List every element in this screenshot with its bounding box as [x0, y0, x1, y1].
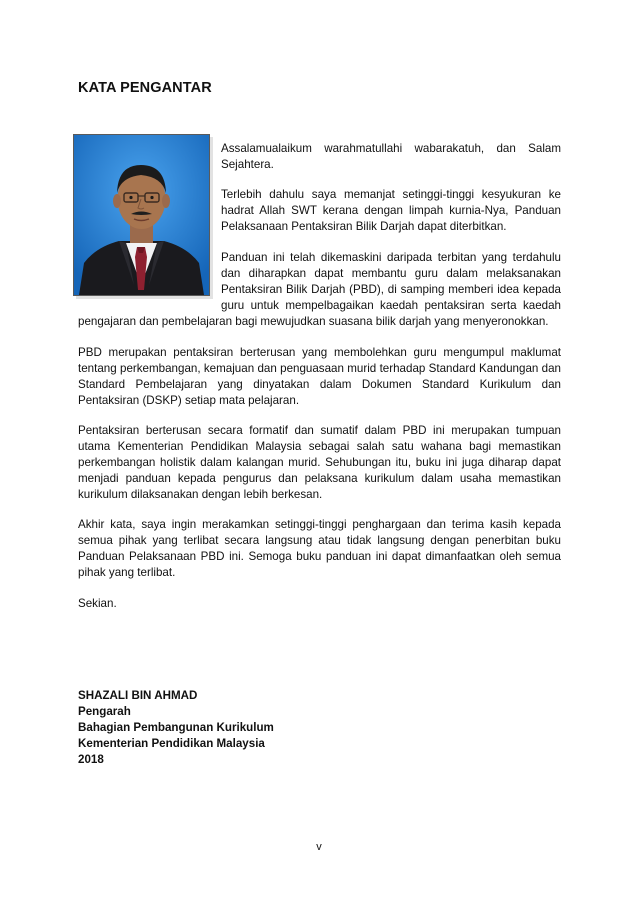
signatory-name: SHAZALI BIN AHMAD [78, 689, 198, 702]
signature-year: 2018 [78, 753, 104, 766]
purpose-line-1: Panduan ini telah dikemaskini daripada terbitan yang terdahulu [221, 251, 561, 264]
signatory-ministry: Kementerian Pendidikan Malaysia [78, 737, 265, 750]
page-number: v [316, 841, 322, 853]
purpose-line-3: Pentaksiran Bilik Darjah (PBD), di samping memberi idea kepada [221, 283, 561, 296]
gratitude-paragraph: Terlebih dahulu saya memanjat setinggi-tinggi kesyukuran ke hadrat Allah SWT kerana dengan limpah kurnia-Nya, Panduan Pelaksanaan Pentaksiran Bilik Darjah dapat diterbitkan. [221, 188, 561, 233]
portrait-image [74, 135, 209, 295]
sign-off-text: Sekian. [78, 597, 117, 610]
pbd-definition-paragraph: PBD merupakan pentaksiran berterusan yang membolehkan guru mengumpul maklumat tentang perkembangan, kemajuan dan penguasaan murid terhadap Standard Kandungan dan Standard Pembelajaran yang dinyatakan dalam Dokumen Standard Kurikulum dan Pentaksiran (DSKP) setiap mata pelajaran. [78, 346, 561, 407]
signatory-position: Pengarah [78, 705, 131, 718]
purpose-line-4: guru untuk mempelbagaikan kaedah pentaksiran serta kaedah [221, 299, 561, 312]
greeting-paragraph: Assalamualaikum warahmatullahi wabarakatuh, dan Salam Sejahtera. [221, 142, 561, 171]
signatory-division: Bahagian Pembangunan Kurikulum [78, 721, 274, 734]
closing-paragraph: Akhir kata, saya ingin merakamkan setinggi-tinggi penghargaan dan terima kasih kepada semua pihak yang terlibat secara langsung atau tidak langsung dengan penerbitan buku Panduan Pelaksanaan PBD ini. Semoga buku panduan ini dapat dimanfaatkan oleh semua pihak yang terlibat. [78, 518, 561, 579]
purpose-paragraph [221, 250, 561, 314]
purpose-line-2: dan diharapkan dapat membantu guru dalam melaksanakan [221, 267, 561, 280]
portrait-photo [73, 134, 210, 296]
purpose-paragraph-tail: pengajaran dan pembelajaran bagi mewujudkan suasana bilik darjah yang menyeronokkan. [78, 315, 549, 328]
formative-summative-paragraph: Pentaksiran berterusan secara formatif dan sumatif dalam PBD ini merupakan tumpuan utama Kementerian Pendidikan Malaysia sebagai salah satu wahana bagi memastikan perkembangan holistik dalam kalangan murid. Sehubungan itu, buku ini juga diharap dapat menjadi panduan kepada pengurus dan pelaksana kurikulum dalam usaha memastikan kurikulum dilaksanakan dengan lebih berkesan. [78, 424, 561, 501]
signature-block [78, 688, 274, 768]
page-title: KATA PENGANTAR [78, 80, 212, 96]
